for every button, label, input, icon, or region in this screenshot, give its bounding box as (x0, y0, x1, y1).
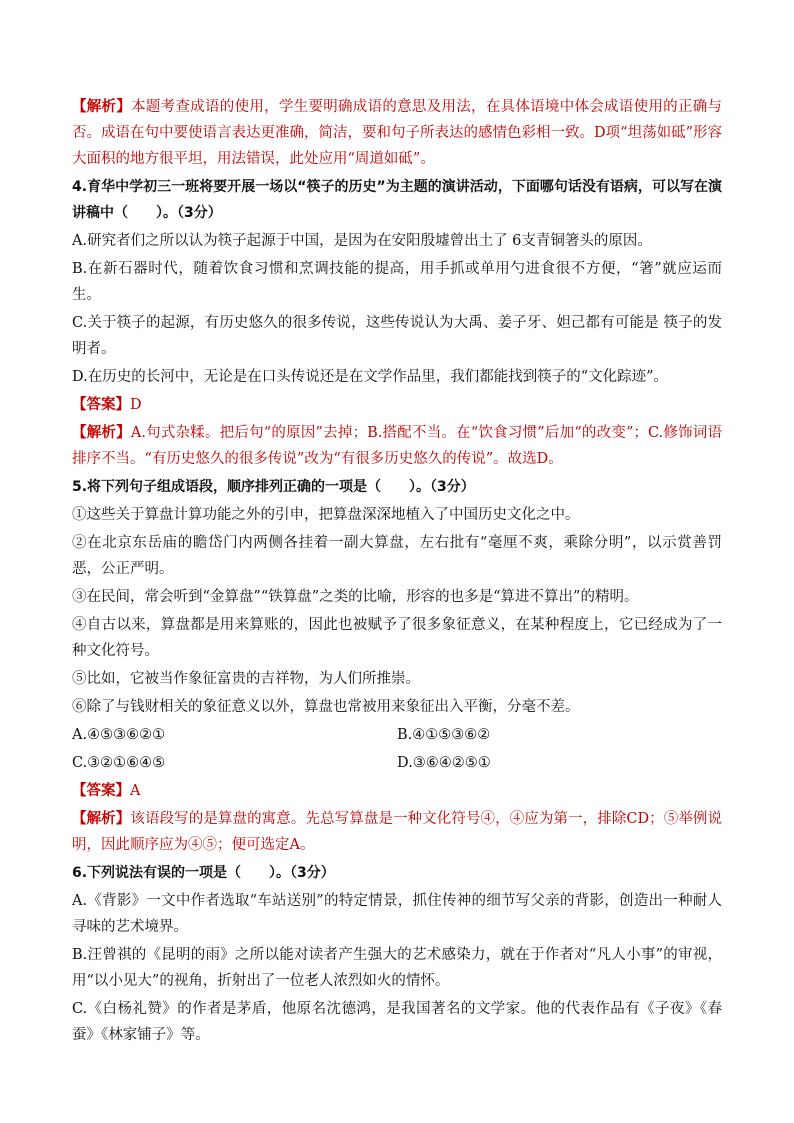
q5-option-d: D.③⑥④②⑤① (397, 755, 491, 771)
analysis-tag: 【解析】 (72, 98, 132, 115)
analysis-text: A.句式杂糅。把后句“的原因”去掉；B.搭配不当。在“饮食习惯”后加“的改变”；C.修饰词语排序不当。“有历史悠久的很多传说”改为“有很多历史悠久的传说”。故选D。 (72, 425, 722, 467)
q4-stem: 4.育华中学初三一班将要开展一场以“筷子的历史”为主题的演讲活动，下面哪句话没有语病，可以写在演讲稿中（ ）。（3分） (72, 179, 722, 221)
q5-sentence-1: ①这些关于算盘计算功能之外的引申，把算盘深深地植入了中国历史文化之中。 (72, 507, 580, 523)
q3-analysis (72, 94, 722, 172)
q4-answer (72, 392, 722, 418)
q5-answer (72, 778, 722, 804)
analysis-text: 该语段写的是算盘的寓意。先总写算盘是一种文化符号④，④应为第一，排除CD；⑤举例说明，因此顺序应为④⑤；便可选定A。 (72, 811, 723, 853)
q6-stem: 6.下列说法有误的一项是（ ）。（3分） (72, 865, 335, 881)
q6-option-a: A.《背影》一文中作者选取“车站送别”的特定情景，抓住传神的细节写父亲的背影，创造出一种耐人寻味的艺术境界。 (72, 893, 722, 935)
q4-option-a: A.研究者们之所以认为筷子起源于中国，是因为在安阳殷墟曾出土了 6支青铜箸头的原因。 (72, 233, 652, 249)
answer-value: D (130, 397, 142, 413)
q5-analysis (72, 806, 722, 858)
analysis-text: 本题考查成语的使用，学生要明确成语的意思及用法，在具体语境中体会成语使用的正确与否。成语在句中要使语言表达更准确，简洁，要和句子所表达的感情色彩相一致。D项“坦荡如砥”形容大面积的地方很平坦，用法错误，此处应用“周道如砥”。 (72, 99, 723, 167)
q4-option-b: B.在新石器时代，随着饮食习惯和烹调技能的提高，用手抓或单用勺进食很不方便，“箸”就应运而生。 (72, 261, 722, 303)
q5-stem: 5.将下列句子组成语段，顺序排列正确的一项是（ ）。（3分） (72, 479, 475, 495)
q5-sentence-6: ⑥除了与钱财相关的象征意义以外，算盘也常被用来象征出入平衡，分毫不差。 (72, 699, 580, 715)
q5-options-row-1 (72, 722, 722, 748)
q6-option-c: C.《白杨礼赞》的作者是茅盾，他原名沈德鸿，是我国著名的文学家。他的代表作品有《子夜》《春蚕》《林家铺子》等。 (72, 1001, 722, 1043)
q4-option-d: D.在历史的长河中，无论是在口头传说还是在文学作品里，我们都能找到筷子的“文化踪迹”。 (72, 369, 669, 385)
answer-value: A (130, 783, 141, 799)
q5-option-b: B.④①⑤③⑥② (397, 727, 491, 743)
q5-sentence-4: ④自古以来，算盘都是用来算账的，因此也被赋予了很多象征意义，在某种程度上，它已经成为了一种文化符号。 (72, 617, 722, 659)
q5-option-c: C.③②①⑥④⑤ (72, 755, 166, 771)
answer-tag: 【答案】 (72, 782, 130, 799)
analysis-tag: 【解析】 (72, 810, 131, 827)
analysis-tag: 【解析】 (72, 424, 131, 441)
q5-sentence-3: ③在民间，常会听到“金算盘”“铁算盘”之类的比喻，形容的也多是“算进不算出”的精明。 (72, 589, 639, 605)
document-page (72, 94, 722, 1050)
q5-option-a: A.④⑤③⑥②① (72, 727, 166, 743)
q5-options-row-2 (72, 750, 722, 776)
q6-option-b: B.汪曾祺的《昆明的雨》之所以能对读者产生强大的艺术感染力，就在于作者对“凡人小事”的审视，用“以小见大”的视角，折射出了一位老人浓烈如火的情怀。 (72, 947, 722, 989)
answer-tag: 【答案】 (72, 396, 130, 413)
q5-sentence-5: ⑤比如，它被当作象征富贵的吉祥物，为人们所推崇。 (72, 671, 420, 687)
q5-sentence-2: ②在北京东岳庙的瞻岱门内两侧各挂着一副大算盘，左右批有“毫厘不爽，乘除分明”，以示赏善罚恶，公正严明。 (72, 535, 722, 577)
q4-analysis (72, 420, 722, 472)
q4-option-c: C.关于筷子的起源，有历史悠久的很多传说，这些传说认为大禹、姜子牙、妲己都有可能是 筷子的发明者。 (72, 315, 722, 357)
